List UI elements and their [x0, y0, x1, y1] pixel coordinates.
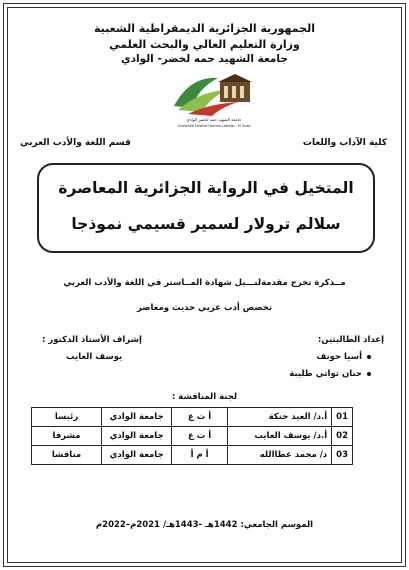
- university-heading: جامعة الشهيد حمه لخضر- الوادي: [121, 53, 288, 65]
- jury-table: [31, 407, 353, 465]
- committee-heading: لجنة المناقشة :: [171, 392, 238, 402]
- jury-number: 02: [332, 427, 353, 446]
- bullet-icon: [367, 355, 371, 359]
- jury-number: 03: [332, 446, 353, 465]
- university-logo: [168, 68, 260, 130]
- student-name: أسيا حونف: [316, 352, 371, 362]
- jury-grade: أ ت ع: [172, 427, 228, 446]
- table-row: [32, 408, 353, 427]
- jury-university: جامعة الوادي: [102, 408, 172, 427]
- jury-grade: أ ت ع: [172, 408, 228, 427]
- jury-name: د/ محمد عطاالله: [228, 446, 332, 465]
- supervisor-name: يوسف العايب: [66, 352, 123, 362]
- jury-role: مناقشا: [32, 446, 102, 465]
- bullet-icon: [367, 372, 371, 376]
- jury-role: مشرفا: [32, 427, 102, 446]
- jury-university: جامعة الوادي: [102, 446, 172, 465]
- jury-grade: أ م أ: [172, 446, 228, 465]
- jury-role: رئيسا: [32, 408, 102, 427]
- logo-text-french: Université Echahid Hamma Lakhdar - El Oued: [177, 124, 251, 128]
- academic-year: الموسم الجامعي: 1442هـ -1443هـ/ 2021م–2022م: [95, 520, 314, 530]
- student-name: حنان تواتي طليبة: [289, 369, 371, 379]
- table-row: [32, 427, 353, 446]
- jury-name: أ.د/ العيد حنكة: [228, 408, 332, 427]
- republic-heading: الجمهورية الجزائرية الديمقراطية الشعبية: [94, 22, 315, 35]
- thesis-title-box: [37, 163, 375, 253]
- logo-text-arabic: جامعة الشهيد حمه لخضر الوادي: [186, 117, 242, 122]
- prepared-by-heading: إعداد الطالبتين:: [317, 335, 384, 345]
- jury-number: 01: [332, 408, 353, 427]
- memo-description: مــذكرة تخرج مقدمةلنـــيل شهادة المــاستر في اللغة والأدب العربي: [63, 278, 346, 288]
- specialty-label: تخصص أدب عربي حديث ومعاصر: [136, 303, 273, 313]
- department-label: قسم اللغة والأدب العربي: [20, 138, 131, 148]
- jury-university: جامعة الوادي: [102, 427, 172, 446]
- thesis-title-line2: سلالم ترولار لسمير قسيمي نموذجا: [71, 215, 341, 233]
- faculty-label: كلية الآداب واللغات: [302, 138, 387, 148]
- jury-name: أ.د/ يوسف العايب: [228, 427, 332, 446]
- thesis-title-line1: المتخيل في الرواية الجزائرية المعاصرة: [58, 179, 354, 197]
- supervisor-heading: إشراف الأستاذ الدكتور :: [42, 335, 142, 345]
- ministry-heading: وزارة التعليم العالي والبحث العلمي: [109, 38, 300, 51]
- table-row: [32, 446, 353, 465]
